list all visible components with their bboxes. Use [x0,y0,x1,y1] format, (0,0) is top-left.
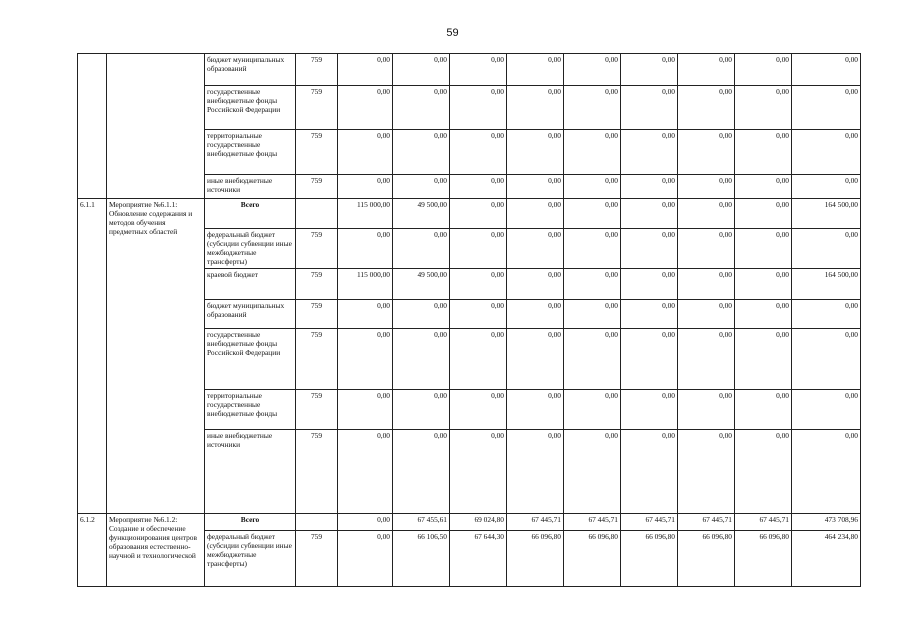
amount-value: 0,00 [338,130,393,175]
amount-value: 67 644,30 [450,531,507,587]
grbs-code: 759 [296,269,338,300]
amount-value: 0,00 [735,300,792,329]
amount-value: 0,00 [338,86,393,130]
amount-value: 0,00 [393,300,450,329]
amount-value: 0,00 [450,329,507,390]
amount-value: 0,00 [450,390,507,430]
grbs-code: 759 [296,130,338,175]
total-value: 0,00 [792,229,861,269]
amount-value: 66 096,80 [564,531,621,587]
amount-value: 0,00 [564,86,621,130]
grbs-code: 759 [296,86,338,130]
funding-source: иные внебюджетные источники [205,175,296,199]
amount-value: 0,00 [450,54,507,86]
amount-value: 0,00 [621,130,678,175]
grbs-code [296,514,338,531]
amount-value: 0,00 [507,54,564,86]
grbs-code: 759 [296,329,338,390]
amount-value: 0,00 [564,269,621,300]
amount-value: 0,00 [621,390,678,430]
amount-value: 0,00 [678,199,735,229]
funding-source: бюджет муниципальных образований [205,54,296,86]
amount-value: 0,00 [507,229,564,269]
amount-value: 0,00 [678,229,735,269]
amount-value: 66 096,80 [507,531,564,587]
total-value: 164 500,00 [792,269,861,300]
item-name [107,54,205,199]
amount-value: 0,00 [678,430,735,514]
amount-value: 0,00 [621,54,678,86]
funding-source: территориальные государственные внебюджетные фонды [205,390,296,430]
funding-source: краевой бюджет [205,269,296,300]
amount-value: 67 445,71 [621,514,678,531]
amount-value: 0,00 [338,54,393,86]
total-value: 0,00 [792,54,861,86]
item-code: 6.1.2 [78,514,107,587]
amount-value: 0,00 [621,199,678,229]
amount-value: 0,00 [338,229,393,269]
amount-value: 0,00 [564,390,621,430]
amount-value: 0,00 [338,430,393,514]
amount-value: 0,00 [507,390,564,430]
amount-value: 0,00 [678,269,735,300]
amount-value: 0,00 [450,300,507,329]
amount-value: 0,00 [450,86,507,130]
amount-value: 115 000,00 [338,269,393,300]
amount-value: 0,00 [507,199,564,229]
grbs-code: 759 [296,175,338,199]
amount-value: 0,00 [338,514,393,531]
amount-value: 0,00 [735,130,792,175]
funding-source: территориальные государственные внебюджетные фонды [205,130,296,175]
grbs-code: 759 [296,54,338,86]
funding-source: государственные внебюджетные фонды Российской Федерации [205,86,296,130]
total-value: 0,00 [792,86,861,130]
item-name: Мероприятие №6.1.2: Создание и обеспечение функционирования центров образования естественно-научной и технологической [107,514,205,587]
table-row [78,514,861,531]
amount-value: 0,00 [393,430,450,514]
amount-value: 69 024,80 [450,514,507,531]
amount-value: 0,00 [450,199,507,229]
amount-value: 0,00 [393,229,450,269]
amount-value: 0,00 [564,54,621,86]
grbs-code: 759 [296,300,338,329]
amount-value: 0,00 [338,300,393,329]
amount-value: 0,00 [393,329,450,390]
amount-value: 0,00 [735,430,792,514]
amount-value: 67 445,71 [564,514,621,531]
total-value: 0,00 [792,300,861,329]
page-number: 59 [446,27,459,39]
amount-value: 0,00 [678,86,735,130]
amount-value: 0,00 [621,329,678,390]
item-code: 6.1.1 [78,199,107,514]
grbs-code: 759 [296,229,338,269]
amount-value: 0,00 [564,199,621,229]
total-value: 164 500,00 [792,199,861,229]
amount-value: 66 096,80 [678,531,735,587]
amount-value: 0,00 [507,175,564,199]
amount-value: 0,00 [621,86,678,130]
amount-value: 67 455,61 [393,514,450,531]
amount-value: 0,00 [735,229,792,269]
grbs-code: 759 [296,390,338,430]
amount-value: 0,00 [735,390,792,430]
amount-value: 0,00 [678,329,735,390]
amount-value: 0,00 [393,86,450,130]
amount-value: 0,00 [735,199,792,229]
funding-source: федеральный бюджет (субсидии субвенции иные межбюджетные трансферты) [205,229,296,269]
amount-value: 0,00 [735,175,792,199]
table-row [78,199,861,229]
total-value: 0,00 [792,430,861,514]
amount-value: 0,00 [450,229,507,269]
amount-value: 66 096,80 [621,531,678,587]
amount-value: 0,00 [564,430,621,514]
budget-table [77,53,861,587]
amount-value: 0,00 [564,300,621,329]
amount-value: 49 500,00 [393,199,450,229]
funding-source: государственные внебюджетные фонды Российской Федерации [205,329,296,390]
amount-value: 0,00 [621,229,678,269]
amount-value: 0,00 [393,130,450,175]
amount-value: 66 096,80 [735,531,792,587]
total-value: 0,00 [792,329,861,390]
item-code [78,54,107,199]
amount-value: 0,00 [735,86,792,130]
amount-value: 0,00 [735,329,792,390]
grbs-code: 759 [296,531,338,587]
amount-value: 0,00 [678,390,735,430]
amount-value: 0,00 [621,269,678,300]
amount-value: 66 106,50 [393,531,450,587]
amount-value: 0,00 [735,54,792,86]
funding-source: иные внебюджетные источники [205,430,296,514]
total-value: 0,00 [792,175,861,199]
grbs-code: 759 [296,430,338,514]
amount-value: 67 445,71 [678,514,735,531]
amount-value: 115 000,00 [338,199,393,229]
total-label: Всего [205,514,296,531]
amount-value: 0,00 [678,175,735,199]
amount-value: 67 445,71 [735,514,792,531]
amount-value: 0,00 [564,175,621,199]
total-label: Всего [205,199,296,229]
amount-value: 0,00 [507,269,564,300]
amount-value: 0,00 [564,329,621,390]
amount-value: 0,00 [678,130,735,175]
amount-value: 0,00 [621,175,678,199]
amount-value: 67 445,71 [507,514,564,531]
total-value: 464 234,80 [792,531,861,587]
amount-value: 0,00 [678,54,735,86]
grbs-code [296,199,338,229]
amount-value: 0,00 [393,175,450,199]
total-value: 0,00 [792,390,861,430]
amount-value: 0,00 [507,300,564,329]
funding-source: бюджет муниципальных образований [205,300,296,329]
amount-value: 0,00 [621,430,678,514]
amount-value: 0,00 [621,300,678,329]
amount-value: 0,00 [678,300,735,329]
budget-table-body [78,54,861,587]
amount-value: 0,00 [735,269,792,300]
amount-value: 0,00 [507,86,564,130]
amount-value: 0,00 [564,130,621,175]
amount-value: 0,00 [338,531,393,587]
amount-value: 0,00 [450,130,507,175]
amount-value: 0,00 [507,329,564,390]
amount-value: 0,00 [393,390,450,430]
amount-value: 49 500,00 [393,269,450,300]
item-name: Мероприятие №6.1.1: Обновление содержания и методов обучения предметных областей [107,199,205,514]
amount-value: 0,00 [450,175,507,199]
amount-value: 0,00 [338,329,393,390]
table-row [78,54,861,86]
amount-value: 0,00 [338,175,393,199]
amount-value: 0,00 [450,430,507,514]
amount-value: 0,00 [507,130,564,175]
total-value: 473 708,96 [792,514,861,531]
amount-value: 0,00 [450,269,507,300]
total-value: 0,00 [792,130,861,175]
funding-source: федеральный бюджет (субсидии субвенции иные межбюджетные трансферты) [205,531,296,587]
amount-value: 0,00 [564,229,621,269]
amount-value: 0,00 [507,430,564,514]
amount-value: 0,00 [338,390,393,430]
amount-value: 0,00 [393,54,450,86]
